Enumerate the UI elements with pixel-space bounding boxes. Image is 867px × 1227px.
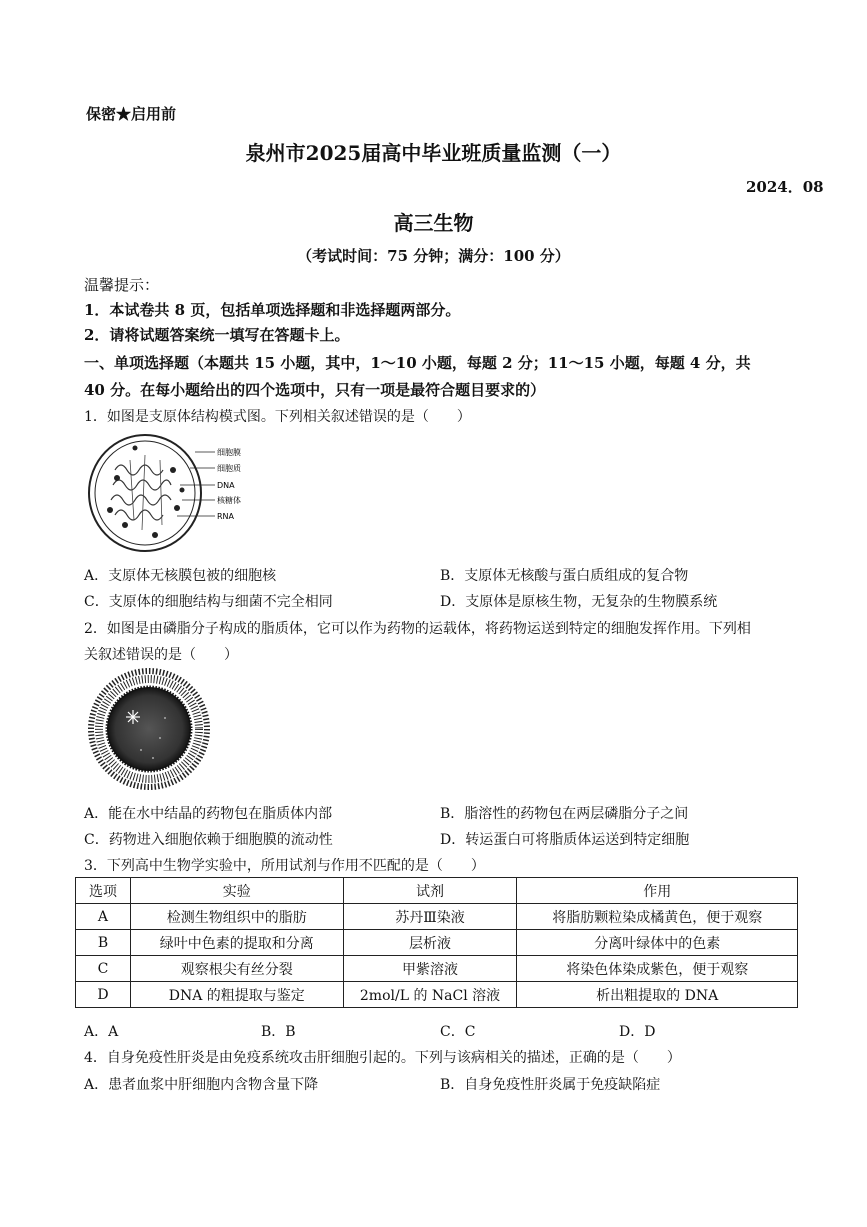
table-cell: DNA 的粗提取与鉴定 — [130, 982, 343, 1008]
q3-option-b: B．B — [261, 1024, 296, 1040]
q4-option-b: B．自身免疫性肝炎属于免疫缺陷症 — [440, 1077, 661, 1093]
exam-title: 泉州市2025届高中毕业班质量监测（一） — [245, 141, 622, 165]
section-1-instructions-line-2: 40 分。在每小题给出的四个选项中，只有一项是最符合题目要求的） — [84, 381, 546, 399]
q1-option-b: B．支原体无核酸与蛋白质组成的复合物 — [440, 568, 689, 584]
table-cell: 将染色体染成紫色，便于观察 — [517, 956, 798, 982]
label-cytoplasm: 细胞质 — [217, 464, 241, 473]
tips-heading: 温馨提示： — [84, 276, 160, 294]
table-row — [76, 904, 798, 930]
q3-option-d: D．D — [619, 1024, 656, 1040]
q3-option-a: A．A — [84, 1024, 119, 1040]
table-row — [76, 956, 798, 982]
label-cell-membrane: 细胞膜 — [217, 448, 241, 457]
q2-option-a: A．能在水中结晶的药物包在脂质体内部 — [84, 806, 333, 822]
q2-option-b: B．脂溶性的药物包在两层磷脂分子之间 — [440, 806, 689, 822]
exam-date: 2024．08 — [746, 178, 824, 196]
q2-stem-line-2: 关叙述错误的是（ ） — [84, 647, 238, 663]
table-cell: 苏丹Ⅲ染液 — [343, 904, 517, 930]
tip-2: 2．请将试题答案统一填写在答题卡上。 — [84, 326, 350, 344]
table-cell: 将脂肪颗粒染成橘黄色，便于观察 — [517, 904, 798, 930]
q2-option-c: C．药物进入细胞依赖于细胞膜的流动性 — [84, 832, 333, 848]
table-header-cell: 选项 — [76, 878, 131, 904]
q2-stem-line-1: 2．如图是由磷脂分子构成的脂质体，它可以作为药物的运载体，将药物运送到特定的细胞发挥作用。下列相 — [84, 621, 751, 637]
label-rna: RNA — [217, 512, 235, 521]
table-cell: D — [76, 982, 131, 1008]
table-cell: 检测生物组织中的脂肪 — [130, 904, 343, 930]
q1-option-c: C．支原体的细胞结构与细菌不完全相同 — [84, 594, 333, 610]
q2-option-d: D．转运蛋白可将脂质体运送到特定细胞 — [440, 832, 690, 848]
table-cell: 分离叶绿体中的色素 — [517, 930, 798, 956]
q1-stem: 1．如图是支原体结构模式图。下列相关叙述错误的是（ ） — [84, 409, 471, 425]
mycoplasma-diagram — [85, 430, 255, 555]
exam-info: （考试时间：75 分钟；满分：100 分） — [297, 247, 570, 265]
table-header-cell: 作用 — [517, 878, 798, 904]
q1-option-a: A．支原体无核膜包被的细胞核 — [84, 568, 277, 584]
table-cell: 绿叶中色素的提取和分离 — [130, 930, 343, 956]
label-dna: DNA — [217, 481, 235, 490]
table-cell: 观察根尖有丝分裂 — [130, 956, 343, 982]
table-cell: 层析液 — [343, 930, 517, 956]
q3-stem: 3．下列高中生物学实验中，所用试剂与作用不匹配的是（ ） — [84, 858, 485, 874]
q1-option-d: D．支原体是原核生物，无复杂的生物膜系统 — [440, 594, 718, 610]
table-row — [76, 930, 798, 956]
label-ribosome: 核糖体 — [217, 496, 241, 505]
table-cell: A — [76, 904, 131, 930]
table-header-cell: 试剂 — [343, 878, 517, 904]
table-cell: C — [76, 956, 131, 982]
q4-option-a: A．患者血浆中肝细胞内含物含量下降 — [84, 1077, 319, 1093]
table-header-cell: 实验 — [130, 878, 343, 904]
section-1-instructions-line-1: 一、单项选择题（本题共 15 小题，其中，1～10 小题，每题 2 分；11～15 小题，每题 4 分，共 — [84, 354, 751, 372]
table-cell: 析出粗提取的 DNA — [517, 982, 798, 1008]
q4-stem: 4．自身免疫性肝炎是由免疫系统攻击肝细胞引起的。下列与该病相关的描述，正确的是（ ） — [84, 1050, 681, 1066]
liposome-diagram — [85, 668, 215, 790]
q3-table — [75, 877, 798, 1008]
table-header-row — [76, 878, 798, 904]
table-cell: B — [76, 930, 131, 956]
confidential-mark: 保密★启用前 — [86, 105, 177, 123]
tip-1: 1．本试卷共 8 页，包括单项选择题和非选择题两部分。 — [84, 301, 461, 319]
q3-option-c: C．C — [440, 1024, 476, 1040]
table-cell: 甲紫溶液 — [343, 956, 517, 982]
table-cell: 2mol/L 的 NaCl 溶液 — [343, 982, 517, 1008]
subject-title: 高三生物 — [393, 211, 474, 235]
table-row — [76, 982, 798, 1008]
